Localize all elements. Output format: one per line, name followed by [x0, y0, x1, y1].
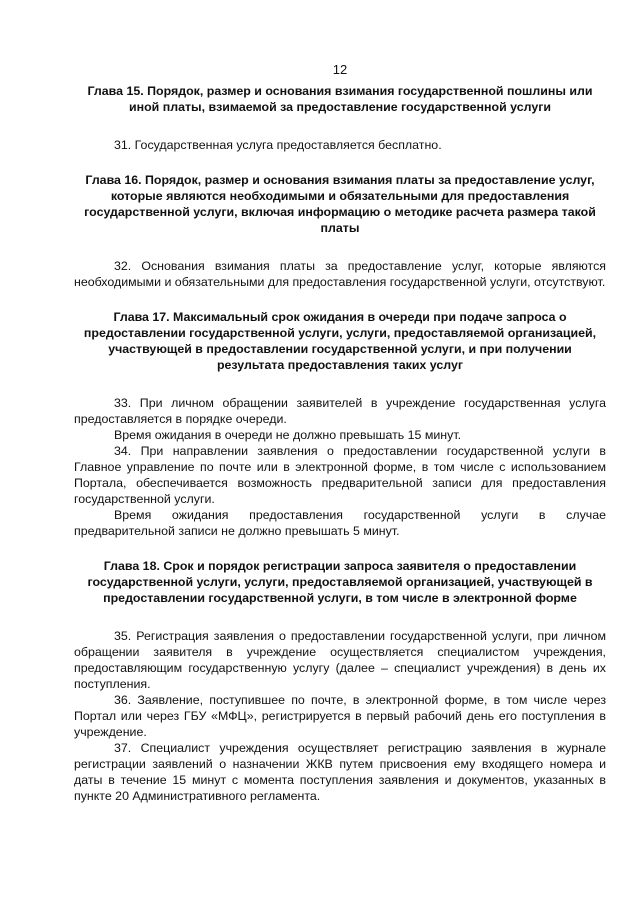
paragraph-34-wait-time: Время ожидания предоставления государственной услуги в случае предварительной записи не должно превышать 5 минут. — [74, 508, 606, 538]
chapter-16-heading: Глава 16. Порядок, размер и основания взимания платы за предоставление услуг, которые являются необходимыми и обязательными для предоставления государственной услуги, включая информацию о методике расчета размера такой платы — [84, 173, 596, 235]
paragraph-33: 33. При личном обращении заявителей в учреждение государственная услуга предоставляется в порядке очереди. — [74, 396, 606, 426]
document-page — [74, 62, 606, 804]
paragraph-32: 32. Основания взимания платы за предоставление услуг, которые являются необходимыми и обязательными для предоставления государственной услуги, отсутствуют. — [74, 259, 606, 289]
paragraph-37: 37. Специалист учреждения осуществляет регистрацию заявления в журнале регистрации заявлений о назначении ЖКВ путем присвоения ему входящего номера и даты в течение 15 минут с момента поступления заявления и документов, указанных в пункте 20 Административного регламента. — [74, 741, 606, 803]
paragraph-36: 36. Заявление, поступившее по почте, в электронной форме, в том числе через Портал или через ГБУ «МФЦ», регистрируется в первый рабочий день его поступления в учреждение. — [74, 693, 606, 739]
chapter-17-heading: Глава 17. Максимальный срок ожидания в очереди при подаче запроса о предоставлении государственной услуги, услуги, предоставляемой организацией, участвующей в предоставлении государственной услуги, и при получении результата предоставления таких услуг — [83, 310, 597, 372]
paragraph-33-wait-time: Время ожидания в очереди не должно превышать 15 минут. — [114, 428, 462, 442]
paragraph-35: 35. Регистрация заявления о предоставлении государственной услуги, при личном обращении заявителя в учреждение осуществляется специалистом учреждения, предоставляющим государственную услугу (далее – специалист учреждения) в день их поступления. — [74, 629, 606, 691]
chapter-15-heading: Глава 15. Порядок, размер и основания взимания государственной пошлины или иной платы, взимаемой за предоставление государственной услуги — [87, 84, 593, 114]
paragraph-34: 34. При направлении заявления о предоставлении государственной услуги в Главное управление по почте или в электронной форме, в том числе с использованием Портала, обеспечивается возможность предварительной записи для предоставления государственной услуги. — [74, 444, 606, 506]
page-number: 12 — [332, 62, 348, 77]
paragraph-31: 31. Государственная услуга предоставляется бесплатно. — [114, 138, 442, 152]
chapter-18-heading: Глава 18. Срок и порядок регистрации запроса заявителя о предоставлении государственной услуги, услуги, предоставляемой организацией, участвующей в предоставлении государственной услуги, в том числе в электронной форме — [87, 559, 593, 605]
